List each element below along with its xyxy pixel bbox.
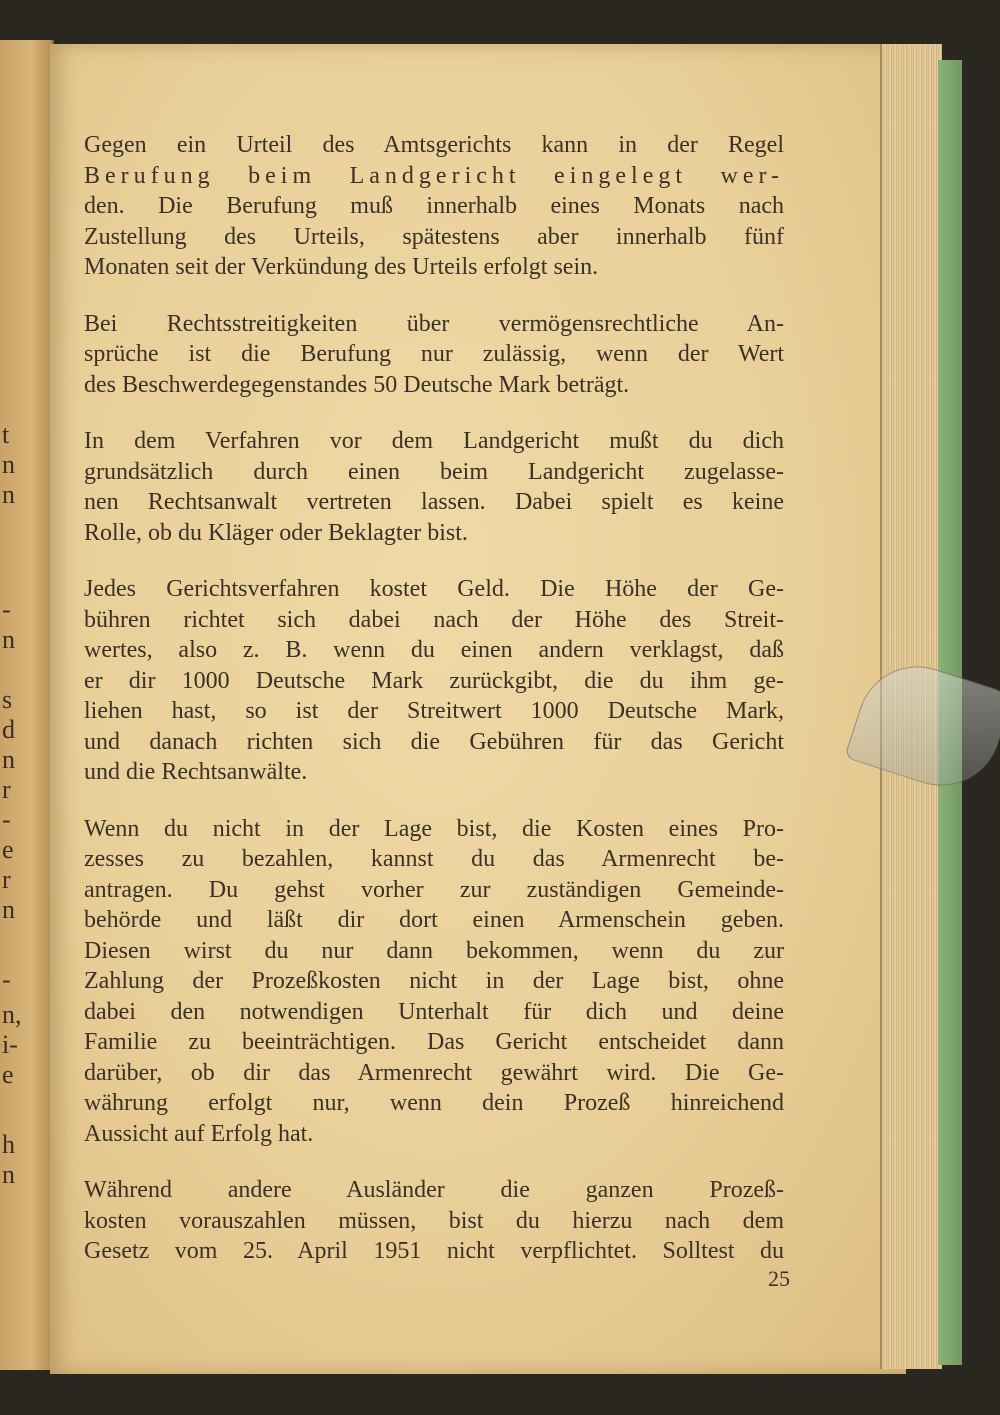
text-line: Während andere Ausländer die ganzen Prozeß- — [84, 1177, 784, 1203]
text-line: liehen hast, so ist der Streitwert 1000 Deutsche Mark, — [84, 698, 784, 724]
left-page-fragment: - — [2, 965, 11, 994]
text-line: kosten vorauszahlen müssen, bist du hierzu nach dem — [84, 1207, 784, 1234]
text-line: grundsätzlich durch einen beim Landgericht zugelasse- — [84, 458, 784, 485]
text-line: nen Rechtsanwalt vertreten lassen. Dabei spielt es keine — [84, 489, 784, 515]
left-page-fragment: n — [2, 1160, 15, 1189]
paragraph — [84, 130, 784, 283]
paragraph — [84, 426, 784, 548]
text-line: Gesetz vom 25. April 1951 nicht verpflichtet. Solltest du — [84, 1238, 784, 1264]
left-page-fragment: - — [2, 595, 11, 624]
left-page-fragment: r — [2, 865, 11, 894]
left-page-fragment: d — [2, 715, 15, 744]
text-line: und die Rechtsanwälte. — [84, 759, 308, 785]
text-line: Bei Rechtsstreitigkeiten über vermögensrechtliche An- — [84, 310, 784, 337]
paragraph — [84, 814, 784, 1150]
left-page-fragment: e — [2, 1060, 14, 1089]
text-line: Rolle, ob du Kläger oder Beklagter bist. — [84, 519, 468, 546]
left-page-fragment: n — [2, 450, 15, 479]
left-page-fragment: e — [2, 835, 14, 864]
text-line: Diesen wirst du nur dann bekommen, wenn du zur — [84, 937, 784, 964]
left-page-fragment: t — [2, 420, 10, 449]
text-line: des Beschwerdegegenstandes 50 Deutsche Mark beträgt. — [84, 371, 630, 398]
left-page-fragment: h — [2, 1130, 15, 1159]
text-line: Aussicht auf Erfolg hat. — [84, 1120, 314, 1147]
left-page-fragment: n — [2, 895, 15, 924]
text-line: Jedes Gerichtsverfahren kostet Geld. Die Höhe der Ge- — [84, 576, 784, 602]
text-line: Familie zu beeinträchtigen. Das Gericht entscheidet dann — [84, 1029, 784, 1055]
text-line: In dem Verfahren vor dem Landgericht mußt du dich — [84, 428, 784, 454]
text-line: Zustellung des Urteils, spätestens aber innerhalb fünf — [84, 223, 784, 250]
text-line: er dir 1000 Deutsche Mark zurückgibt, die du ihm ge- — [84, 667, 784, 694]
text-line: bühren richtet sich dabei nach der Höhe des Streit- — [84, 606, 784, 633]
paragraph — [84, 1175, 784, 1267]
text-line: den. Die Berufung muß innerhalb eines Monats nach — [84, 193, 784, 219]
page-text — [84, 130, 784, 1293]
text-line: währung erfolgt nur, wenn dein Prozeß hinreichend — [84, 1090, 784, 1116]
text-line: sprüche ist die Berufung nur zulässig, wenn der Wert — [84, 341, 784, 367]
text-line: Monaten seit der Verkündung des Urteils erfolgt sein. — [84, 254, 599, 280]
text-line: antragen. Du gehst vorher zur zuständigen Gemeinde- — [84, 876, 784, 903]
text-line: dabei den notwendigen Unterhalt für dich und deine — [84, 998, 784, 1025]
left-page-fragment: n — [2, 625, 15, 654]
text-line: behörde und läßt dir dort einen Armenschein geben. — [84, 907, 784, 933]
paragraph — [84, 309, 784, 401]
left-page-fragment: r — [2, 775, 11, 804]
paragraph — [84, 574, 784, 788]
text-line: und danach richten sich die Gebühren für das Gericht — [84, 728, 784, 755]
left-page-fragment: s — [2, 685, 13, 714]
left-page-fragment: i- — [2, 1030, 18, 1059]
text-line: Wenn du nicht in der Lage bist, die Kosten eines Pro- — [84, 815, 784, 842]
left-page-fragment: n, — [2, 1000, 22, 1029]
text-line: Gegen ein Urteil des Amtsgerichts kann in der Regel — [84, 132, 784, 158]
text-line: Zahlung der Prozeßkosten nicht in der Lage bist, ohne — [84, 968, 784, 994]
text-line: wertes, also z. B. wenn du einen andern verklagst, daß — [84, 637, 784, 663]
left-page-fragment: n — [2, 745, 15, 774]
text-line: zesses zu bezahlen, kannst du das Armenrecht be- — [84, 846, 784, 872]
left-page-margin — [0, 40, 54, 1370]
text-line: darüber, ob dir das Armenrecht gewährt wird. Die Ge- — [84, 1059, 784, 1086]
left-page-fragment: - — [2, 805, 11, 834]
left-page-fragment: n — [2, 480, 15, 509]
page-number: 25 — [768, 1266, 790, 1291]
text-line: Berufung beim Landgericht eingelegt wer- — [84, 162, 784, 189]
